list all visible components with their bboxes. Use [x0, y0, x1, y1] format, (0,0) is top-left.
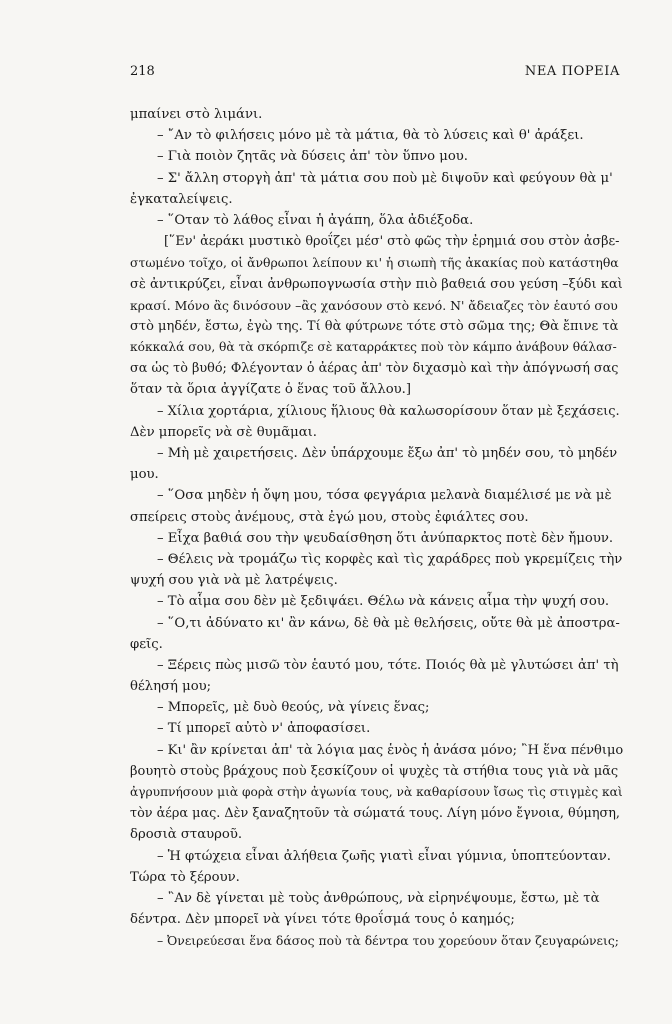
- text-line: κόκκαλά σου, θὰ τὰ σκόρπιζε σὲ καταρράκτες ποὺ τὸν κάμπο ἀνάβουν θάλασ-: [130, 340, 617, 355]
- text-line: – Κι' ἂν κρίνεται ἀπ' τὰ λόγια μας ἑνὸς ἡ ἀνάσα μόνο; ῍Η ἕνα πένθιμο: [157, 742, 624, 758]
- text-line: στωμένο τοῖχο, οἱ ἄνθρωποι λείπουν κι' ἡ σιωπὴ τῆς ἀκακίας ποὺ κατάστηθα: [130, 255, 619, 271]
- text-line: βουητὸ στοὺς βράχους ποὺ ξεσκίζουν οἱ ψυχὲς τὰ στήθια τους γιὰ νὰ μᾶς: [130, 763, 619, 779]
- body-text: [130, 104, 624, 952]
- text-line: – ῍Αν δὲ γίνεται μὲ τοὺς ἀνθρώπους, νὰ εἰρηνέψουμε, ἔστω, μὲ τὰ: [157, 890, 600, 906]
- text-line: – Μὴ μὲ χαιρετήσεις. Δὲν ὑπάρχουμε ἔξω ἀπ' τὸ μηδέν σου, τὸ μηδέν: [157, 446, 618, 461]
- text-line: σὲ ἀντικρύζει, εἶναι ἀνθρωπογνωσία στὴν πιὸ βαθειά σου γεύση –ξύδι καὶ: [130, 276, 623, 292]
- text-line: – Ξέρεις πὼς μισῶ τὸν ἑαυτό μου, τότε. Ποιός θὰ μὲ γλυτώσει ἀπ' τὴ: [157, 657, 619, 673]
- text-line: ἀγρυπνήσουν μιὰ φορὰ στὴν ἀγωνία τους, νὰ καθαρίσουν ἴσως τὶς στιγμὲς καὶ: [130, 785, 623, 799]
- page-header: [130, 62, 620, 82]
- text-line: φεῖς.: [130, 636, 163, 652]
- text-line: – ῎Αν τὸ φιλήσεις μόνο μὲ τὰ μάτια, θὰ τὸ λύσεις καὶ θ' ἀράξει.: [157, 128, 584, 144]
- text-line: – ῞Οσα μηδὲν ἡ ὄψη μου, τόσα φεγγάρια μελανὰ διαμέλισέ με νὰ μὲ: [157, 488, 612, 504]
- text-line: – Θέλεις νὰ τρομάζω τὶς κορφὲς καὶ τὶς χαράδρες ποὺ γκρεμίζεις τὴν: [157, 551, 623, 567]
- page-number: 218: [130, 64, 155, 79]
- text-line: – ῞Ο,τι ἀδύνατο κι' ἂν κάνω, δὲ θὰ μὲ θελήσεις, οὔτε θὰ μὲ ἀποστρα-: [157, 615, 620, 631]
- text-line: στὸ μηδέν, ἔστω, ἐγὼ της. Τί θὰ φύτρωνε τότε στὸ σῶμα της; Θὰ ἔπινε τὰ: [130, 318, 619, 334]
- text-line: – Χίλια χορτάρια, χίλιους ἥλιους θὰ καλωσορίσουν ὅταν μὲ ξεχάσεις.: [157, 403, 620, 419]
- text-line: – Μπορεῖς, μὲ δυὸ θεούς, νὰ γίνεις ἕνας;: [157, 700, 430, 716]
- text-line: Τώρα τὸ ξέρουν.: [130, 869, 240, 885]
- text-line: μπαίνει στὸ λιμάνι.: [130, 107, 263, 122]
- text-line: τὸν ἀέρα μας. Δὲν ξαναζητοῦν τὰ σώματά τους. Λίγη μόνο ἔγνοια, θύμηση,: [130, 806, 620, 822]
- text-line: – Σ' ἄλλη στοργὴ ἀπ' τὰ μάτια σου ποὺ μὲ διψοῦν καὶ φεύγουν θὰ μ': [157, 170, 613, 186]
- text-line: σα ὡς τὸ βυθό; Φλέγονταν ὁ ἀέρας ἀπ' τὸν διχασμὸ καὶ τὴν ἀπόγνωσή σας: [130, 361, 619, 377]
- text-line: [῞Εν' ἀεράκι μυστικὸ θροΐζει μέσ' στὸ φῶς τὴν ἐρημιά σου στὸν ἀσβε-: [164, 234, 620, 250]
- running-title: ΝΕΑ ΠΟΡΕΙΑ: [524, 64, 620, 79]
- text-line: ὅταν τὰ ὅρια ἀγγίζατε ὁ ἕνας τοῦ ἄλλου.]: [130, 382, 411, 398]
- text-line: ψυχή σου γιὰ νὰ μὲ λατρέψεις.: [130, 573, 338, 589]
- text-line: κρασί. Μόνο ἂς δινόσουν –ἂς χανόσουν στὸ κενό. Ν' ἄδειαζες τὸν ἑαυτό σου: [130, 297, 618, 313]
- text-line: – Ἡ φτώχεια εἶναι ἀλήθεια ζωῆς γιατὶ εἶναι γύμνια, ὑποπτεύονταν.: [157, 848, 611, 864]
- text-line: – Τί μπορεῖ αὐτὸ ν' ἀποφασίσει.: [157, 721, 371, 737]
- text-line: – Ὀνειρεύεσαι ἕνα δάσος ποὺ τὰ δέντρα του χορεύουν ὅταν ζευγαρώνεις;: [157, 933, 619, 949]
- text-line: – Γιὰ ποιὸν ζητᾶς νὰ δύσεις ἀπ' τὸν ὕπνο μου.: [157, 149, 468, 165]
- text-line: σπείρεις στοὺς ἀνέμους, στὰ ἐγώ μου, στοὺς ἐφιάλτες σου.: [130, 509, 529, 525]
- text-line: δροσιὰ σταυροῦ.: [130, 827, 243, 843]
- text-line: – ῞Οταν τὸ λάθος εἶναι ἡ ἀγάπη, ὅλα ἀδιέξοδα.: [157, 212, 474, 228]
- text-line: Δὲν μπορεῖς νὰ σὲ θυμᾶμαι.: [130, 424, 317, 440]
- text-line: δέντρα. Δὲν μπορεῖ νὰ γίνει τότε θροΐσμά τους ὁ καημός;: [130, 912, 515, 928]
- text-line: – Εἶχα βαθιά σου τὴν ψευδαίσθηση ὅτι ἀνύπαρκτος ποτὲ δὲν ἤμουν.: [157, 530, 614, 546]
- text-line: θέλησή μου;: [130, 679, 212, 695]
- text-line: μου.: [130, 467, 159, 483]
- text-line: ἐγκαταλείψεις.: [130, 191, 233, 207]
- text-line: – Τὸ αἷμα σου δὲν μὲ ξεδιψάει. Θέλω νὰ κάνεις αἷμα τὴν ψυχή σου.: [157, 594, 610, 610]
